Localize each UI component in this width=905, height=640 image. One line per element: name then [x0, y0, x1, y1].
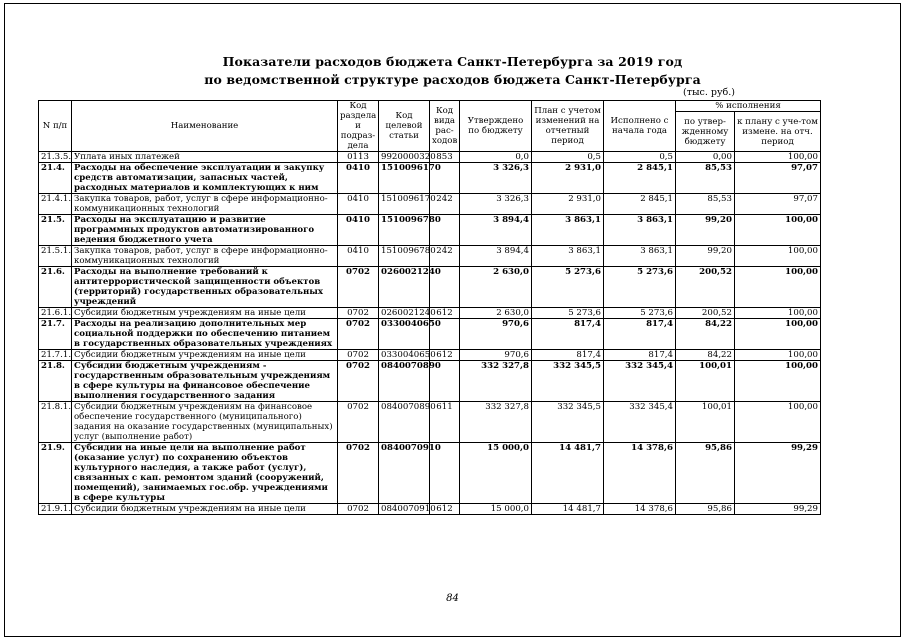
header-done: Исполнено с начала года	[604, 101, 676, 152]
row-pct-plan: 100,00	[735, 319, 821, 350]
header-pct-group: % исполнения	[676, 101, 821, 112]
row-name: Закупка товаров, работ, услуг в сфере информационно-коммуникационных технологий	[72, 246, 338, 267]
row-name: Закупка товаров, работ, услуг в сфере информационно-коммуникационных технологий	[72, 194, 338, 215]
row-approved: 2 630,0	[460, 267, 532, 308]
row-approved: 970,6	[460, 319, 532, 350]
row-pct-plan: 100,00	[735, 246, 821, 267]
row-pct-approved: 200,52	[676, 308, 735, 319]
table-row	[39, 152, 821, 163]
row-razdel: 0702	[338, 361, 379, 402]
table-row	[39, 504, 821, 515]
row-name: Субсидии бюджетным учреждениям на иные цели	[72, 308, 338, 319]
row-razdel: 0410	[338, 215, 379, 246]
row-name: Расходы на выполнение требований к антитеррористической защищенности объектов (территорий) государственных образовательных учреждений	[72, 267, 338, 308]
table-row	[39, 163, 821, 194]
row-plan: 2 931,0	[532, 163, 604, 194]
row-cs: 1510096780	[379, 246, 430, 267]
row-cs: 0840070890	[379, 402, 430, 443]
row-vr: 242	[430, 246, 460, 267]
row-pct-approved: 0,00	[676, 152, 735, 163]
row-num: 21.7.1.	[39, 350, 72, 361]
row-pct-plan: 99,29	[735, 504, 821, 515]
row-pct-plan: 100,00	[735, 308, 821, 319]
row-cs: 0330040650	[379, 350, 430, 361]
row-name: Уплата иных платежей	[72, 152, 338, 163]
row-num: 21.5.1.	[39, 246, 72, 267]
row-approved: 3 894,4	[460, 246, 532, 267]
row-plan: 5 273,6	[532, 267, 604, 308]
row-cs: 1510096780	[379, 215, 430, 246]
header-pct-plan: к плану с уче-том измене. на отч. период	[735, 112, 821, 152]
row-name: Субсидии бюджетным учреждениям на иные цели	[72, 504, 338, 515]
row-approved: 3 326,3	[460, 163, 532, 194]
table-row	[39, 194, 821, 215]
row-vr: 612	[430, 504, 460, 515]
row-num: 21.9.1.	[39, 504, 72, 515]
row-razdel: 0702	[338, 504, 379, 515]
row-done: 0,5	[604, 152, 676, 163]
row-name: Расходы на реализацию дополнительных мер социальной поддержки по обеспечению питанием в государственных образовательных учреждениях	[72, 319, 338, 350]
row-pct-approved: 84,22	[676, 319, 735, 350]
row-razdel: 0702	[338, 443, 379, 504]
row-razdel: 0702	[338, 308, 379, 319]
row-num: 21.8.	[39, 361, 72, 402]
row-plan: 817,4	[532, 350, 604, 361]
row-done: 332 345,4	[604, 402, 676, 443]
header-num: N п/п	[39, 101, 72, 152]
row-num: 21.3.5.	[39, 152, 72, 163]
row-pct-approved: 95,86	[676, 443, 735, 504]
row-name: Субсидии бюджетным учреждениям - государственным образовательным учреждениям в сфере культуры на финансовое обеспечение выполнения государственного задания	[72, 361, 338, 402]
row-pct-approved: 85,53	[676, 163, 735, 194]
table-row	[39, 246, 821, 267]
row-pct-plan: 99,29	[735, 443, 821, 504]
document-title: Показатели расходов бюджета Санкт-Петербурга за 2019 год	[222, 54, 683, 69]
header-name: Наименование	[72, 101, 338, 152]
row-razdel: 0702	[338, 319, 379, 350]
row-approved: 3 894,4	[460, 215, 532, 246]
header-cs: Код целевой статьи	[379, 101, 430, 152]
row-approved: 15 000,0	[460, 504, 532, 515]
row-done: 2 845,1	[604, 163, 676, 194]
row-num: 21.8.1.	[39, 402, 72, 443]
row-pct-approved: 100,01	[676, 402, 735, 443]
row-plan: 332 345,5	[532, 402, 604, 443]
table-row	[39, 267, 821, 308]
row-done: 5 273,6	[604, 267, 676, 308]
row-done: 14 378,6	[604, 443, 676, 504]
row-vr: 853	[430, 152, 460, 163]
row-pct-plan: 100,00	[735, 215, 821, 246]
row-pct-approved: 95,86	[676, 504, 735, 515]
row-cs: 9920000320	[379, 152, 430, 163]
table-row	[39, 308, 821, 319]
table-row	[39, 361, 821, 402]
table-row	[39, 319, 821, 350]
row-razdel: 0410	[338, 194, 379, 215]
row-name: Субсидии бюджетным учреждениям на финансовое обеспечение государственного (муниципального) задания на оказание государственных (муниципальных) услуг (выполнение работ)	[72, 402, 338, 443]
page-number: 84	[446, 593, 459, 604]
row-approved: 332 327,8	[460, 361, 532, 402]
row-plan: 817,4	[532, 319, 604, 350]
table-row	[39, 350, 821, 361]
table-row	[39, 402, 821, 443]
row-done: 2 845,1	[604, 194, 676, 215]
row-done: 3 863,1	[604, 246, 676, 267]
row-name: Расходы на эксплуатацию и развитие программных продуктов автоматизированного ведения бюджетного учета	[72, 215, 338, 246]
row-razdel: 0702	[338, 350, 379, 361]
row-plan: 14 481,7	[532, 443, 604, 504]
row-razdel: 0702	[338, 267, 379, 308]
row-approved: 2 630,0	[460, 308, 532, 319]
document-subtitle: по ведомственной структуре расходов бюджета Санкт-Петербурга	[204, 72, 701, 87]
row-plan: 3 863,1	[532, 246, 604, 267]
row-pct-plan: 100,00	[735, 361, 821, 402]
row-cs: 0260021240	[379, 308, 430, 319]
row-num: 21.6.1.	[39, 308, 72, 319]
row-approved: 0,0	[460, 152, 532, 163]
row-pct-approved: 85,53	[676, 194, 735, 215]
table-body	[39, 152, 821, 515]
row-approved: 3 326,3	[460, 194, 532, 215]
row-pct-plan: 100,00	[735, 350, 821, 361]
row-pct-plan: 100,00	[735, 152, 821, 163]
row-vr: 612	[430, 350, 460, 361]
row-razdel: 0410	[338, 246, 379, 267]
row-cs: 0840070910	[379, 443, 430, 504]
row-plan: 0,5	[532, 152, 604, 163]
table-row	[39, 215, 821, 246]
table-row	[39, 443, 821, 504]
row-pct-approved: 99,20	[676, 246, 735, 267]
row-done: 3 863,1	[604, 215, 676, 246]
row-num: 21.7.	[39, 319, 72, 350]
units-label: (тыс. руб.)	[683, 87, 735, 98]
row-cs: 0260021240	[379, 267, 430, 308]
row-vr: 242	[430, 194, 460, 215]
row-pct-plan: 97,07	[735, 194, 821, 215]
header-plan: План с учетом изменений на отчетный период	[532, 101, 604, 152]
row-num: 21.5.	[39, 215, 72, 246]
row-approved: 332 327,8	[460, 402, 532, 443]
row-pct-plan: 100,00	[735, 402, 821, 443]
header-approved: Утверждено по бюджету	[460, 101, 532, 152]
row-pct-approved: 200,52	[676, 267, 735, 308]
row-razdel: 0410	[338, 163, 379, 194]
row-num: 21.9.	[39, 443, 72, 504]
row-name: Расходы на обеспечение эксплуатации и закупку средств автоматизации, запасных частей, расходных материалов и комплектующих к ним	[72, 163, 338, 194]
row-pct-approved: 84,22	[676, 350, 735, 361]
row-plan: 2 931,0	[532, 194, 604, 215]
header-pct-approved: по утвер-жденному бюджету	[676, 112, 735, 152]
row-plan: 332 345,5	[532, 361, 604, 402]
row-cs: 1510096170	[379, 194, 430, 215]
row-pct-approved: 99,20	[676, 215, 735, 246]
row-done: 817,4	[604, 319, 676, 350]
header-razdel: Код раздела и подраз-дела	[338, 101, 379, 152]
row-num: 21.6.	[39, 267, 72, 308]
row-pct-approved: 100,01	[676, 361, 735, 402]
expenses-table	[38, 100, 821, 515]
row-done: 14 378,6	[604, 504, 676, 515]
row-name: Субсидии бюджетным учреждениям на иные цели	[72, 350, 338, 361]
row-num: 21.4.	[39, 163, 72, 194]
row-cs: 0840070890	[379, 361, 430, 402]
row-done: 817,4	[604, 350, 676, 361]
row-cs: 1510096170	[379, 163, 430, 194]
row-cs: 0840070910	[379, 504, 430, 515]
row-plan: 5 273,6	[532, 308, 604, 319]
row-pct-plan: 97,07	[735, 163, 821, 194]
row-done: 332 345,4	[604, 361, 676, 402]
row-vr: 612	[430, 308, 460, 319]
row-approved: 15 000,0	[460, 443, 532, 504]
row-pct-plan: 100,00	[735, 267, 821, 308]
row-razdel: 0113	[338, 152, 379, 163]
row-approved: 970,6	[460, 350, 532, 361]
row-plan: 3 863,1	[532, 215, 604, 246]
header-vr: Код вида рас-ходов	[430, 101, 460, 152]
row-num: 21.4.1.	[39, 194, 72, 215]
row-razdel: 0702	[338, 402, 379, 443]
row-cs: 0330040650	[379, 319, 430, 350]
row-name: Субсидии на иные цели на выполнение работ (оказание услуг) по сохранению объектов культурного наследия, а также работ (услуг), связанных с кап. ремонтом зданий (сооружений, помещений), занимаемых гос.обр. учреждениями в сфере культуры	[72, 443, 338, 504]
row-done: 5 273,6	[604, 308, 676, 319]
row-vr: 611	[430, 402, 460, 443]
row-plan: 14 481,7	[532, 504, 604, 515]
